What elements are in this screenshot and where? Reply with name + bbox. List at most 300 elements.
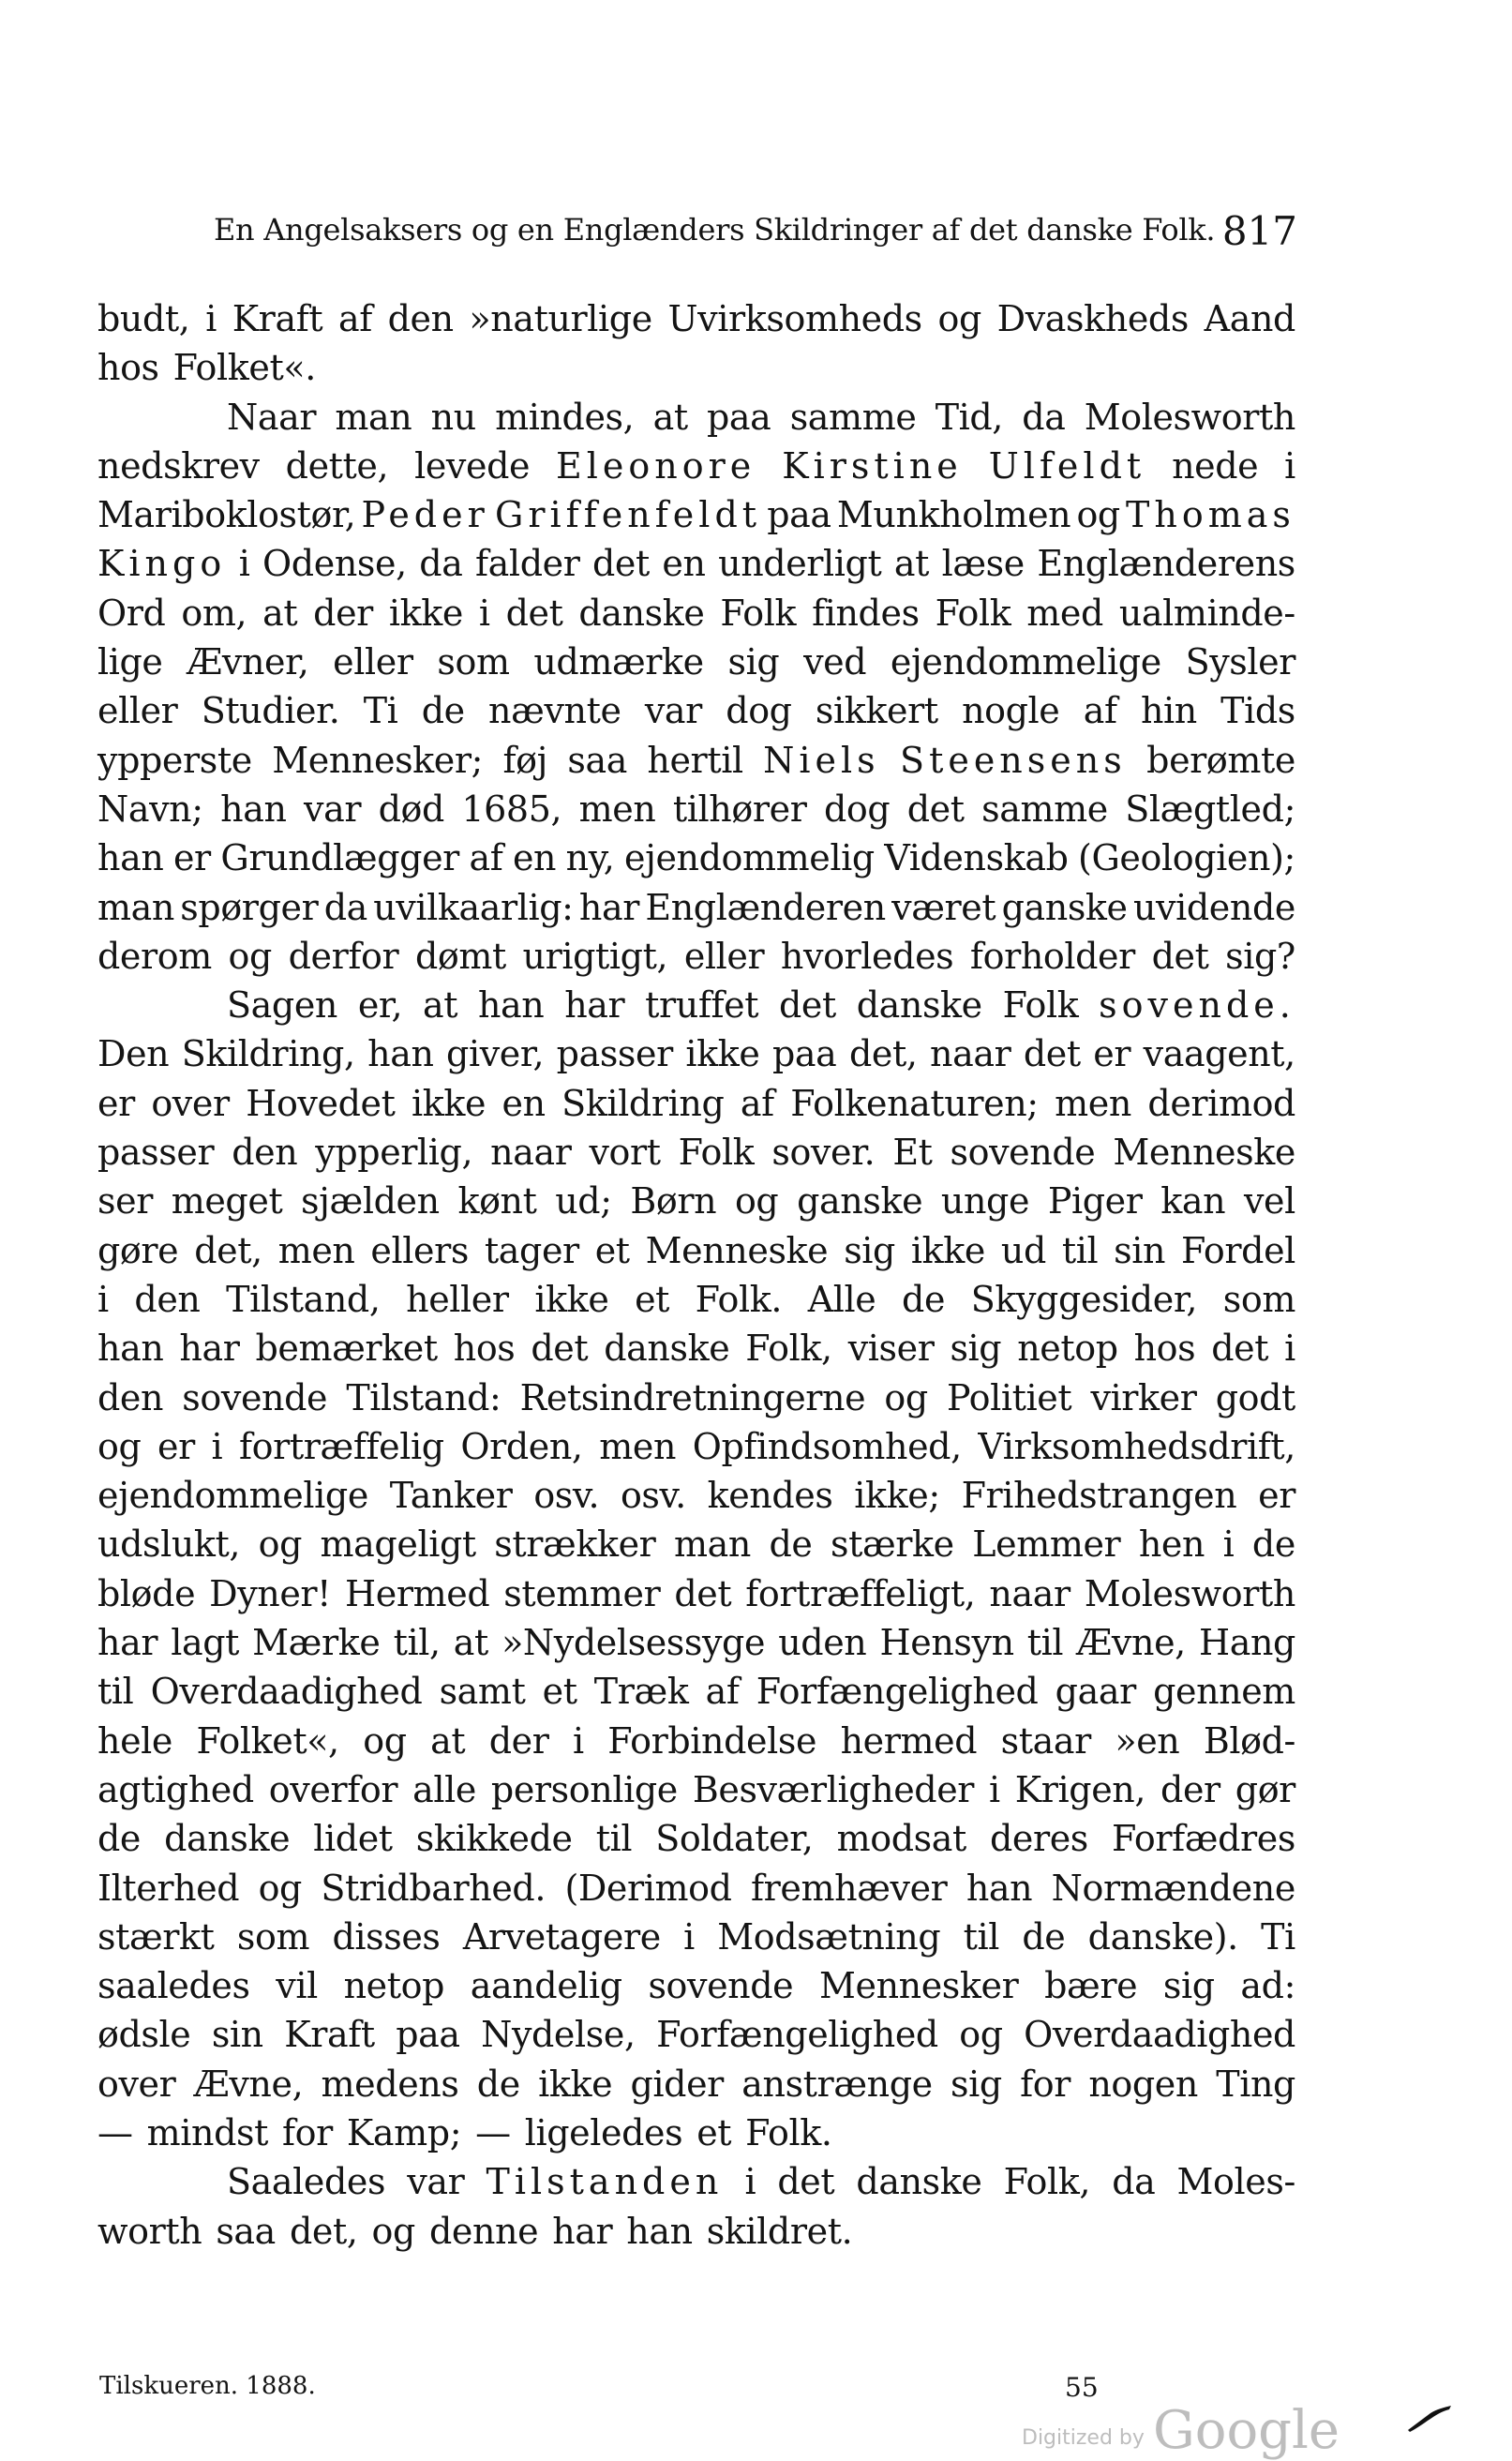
- word: ganske: [1001, 886, 1128, 928]
- google-watermark: [1022, 2400, 1340, 2461]
- word: anstrænge: [741, 2063, 933, 2105]
- word: skikkede: [415, 1818, 573, 1860]
- word: »en: [1115, 1719, 1180, 1762]
- word: »Nydelsessyge: [502, 1622, 766, 1664]
- word: og: [371, 2210, 415, 2252]
- word: til: [1026, 1622, 1064, 1664]
- word: Ti: [1261, 1915, 1295, 1958]
- word: sin: [1114, 1229, 1166, 1271]
- word: Virksomhedsdrift,: [978, 1425, 1295, 1467]
- word: vel: [1243, 1180, 1295, 1223]
- word: og: [363, 1719, 407, 1762]
- word: dog: [823, 788, 891, 830]
- word: de: [769, 1523, 813, 1566]
- word: Thomas: [1126, 494, 1295, 536]
- word: mindes,: [495, 396, 635, 438]
- text-line: [97, 393, 1295, 442]
- word: i: [478, 592, 490, 634]
- word: det,: [194, 1229, 262, 1271]
- word: i: [1284, 1328, 1295, 1370]
- word: i: [205, 298, 217, 339]
- word: uvilkaarlig:: [373, 886, 574, 928]
- word: underligt: [718, 543, 882, 585]
- word: truffet: [645, 984, 759, 1027]
- word: da: [419, 543, 463, 585]
- word: men: [578, 788, 656, 830]
- word: det: [1151, 935, 1209, 977]
- word: han: [966, 1867, 1033, 1909]
- word: vil: [276, 1965, 318, 2007]
- text-line: [97, 1667, 1295, 1716]
- page-number: 817: [1221, 208, 1297, 254]
- word: Et: [892, 1132, 933, 1174]
- word: sig: [951, 2063, 1002, 2105]
- text-line: [97, 736, 1295, 785]
- word: nogle: [962, 690, 1060, 732]
- text-line: [97, 1079, 1295, 1128]
- word: Mærke: [252, 1622, 381, 1664]
- word: budt,: [97, 298, 190, 339]
- word: hele: [97, 1719, 173, 1762]
- word: ud: [1000, 1229, 1046, 1271]
- word: Skildring,: [181, 1033, 355, 1075]
- word: Kirstine: [782, 444, 963, 487]
- word: men: [1055, 1082, 1131, 1124]
- word: unge: [940, 1180, 1030, 1223]
- word: bemærket: [255, 1328, 438, 1370]
- word: man: [335, 396, 412, 438]
- word: han: [626, 2210, 693, 2252]
- word: har: [578, 886, 640, 928]
- word: han: [97, 1328, 164, 1370]
- word: i: [989, 1768, 1000, 1810]
- word: ikke: [910, 1229, 985, 1271]
- word: Forfængelighed: [656, 2014, 938, 2056]
- word: paa: [396, 2014, 460, 2056]
- word: det: [1211, 1328, 1269, 1370]
- word: aandelig: [470, 1965, 622, 2007]
- text-line: [97, 294, 1295, 343]
- word: sig: [950, 1328, 1002, 1370]
- word: agtighed: [97, 1768, 254, 1810]
- word: Folk.: [745, 2111, 832, 2153]
- word: været: [891, 886, 996, 928]
- word: Kraft: [284, 2014, 375, 2056]
- word: heller: [406, 1278, 509, 1320]
- word: Folk.: [695, 1278, 783, 1320]
- word: Uvirksomheds: [667, 298, 922, 339]
- word: saa: [567, 739, 627, 781]
- word: han: [97, 837, 164, 879]
- word: det: [1023, 1033, 1081, 1075]
- word: Molesworth: [1084, 1572, 1295, 1614]
- word: Folk,: [745, 1328, 832, 1370]
- body-text: [97, 294, 1295, 2256]
- word: gør: [1235, 1768, 1295, 1810]
- word: paa: [772, 1033, 837, 1075]
- word: findes: [812, 592, 920, 634]
- text-line: [97, 539, 1295, 588]
- word: Steensens: [900, 739, 1127, 781]
- word: Naar: [227, 396, 317, 438]
- text-line: [97, 1128, 1295, 1177]
- text-line: [97, 442, 1295, 490]
- word: —: [475, 2111, 511, 2153]
- text-line: [97, 981, 1295, 1029]
- word: Træk: [593, 1671, 689, 1713]
- word: sovende: [648, 1965, 794, 2007]
- word: medens: [321, 2063, 459, 2105]
- word: Hang: [1198, 1622, 1295, 1664]
- word: Hensyn: [879, 1622, 1014, 1664]
- word: Navn;: [97, 788, 203, 830]
- word: ganske: [797, 1180, 923, 1223]
- word: Ord: [97, 592, 166, 634]
- word: staar: [1000, 1719, 1091, 1762]
- word: samt: [439, 1671, 526, 1713]
- word: nogen: [1088, 2063, 1198, 2105]
- word: Saaledes: [227, 2161, 386, 2203]
- text-line: [97, 932, 1295, 981]
- word: Ævne,: [193, 2063, 304, 2105]
- word: den: [387, 298, 454, 339]
- word: er: [1093, 1033, 1131, 1075]
- word: og: [937, 298, 981, 339]
- word: hin: [1140, 690, 1197, 732]
- word: disses: [332, 1915, 441, 1958]
- word: Forfædres: [1112, 1818, 1295, 1860]
- google-logo: Google: [1153, 2400, 1340, 2461]
- word: Fordel: [1181, 1229, 1295, 1271]
- word: Kraft: [232, 298, 323, 339]
- word: passer: [97, 1132, 215, 1174]
- word: de: [1022, 1915, 1066, 1958]
- word: paa: [707, 396, 771, 438]
- text-line: [97, 1961, 1295, 2010]
- word: Tids: [1220, 690, 1295, 732]
- word: da: [323, 886, 367, 928]
- word: falder: [475, 543, 580, 585]
- word: i: [211, 1425, 223, 1467]
- word: af: [705, 1671, 740, 1713]
- word: 1685,: [461, 788, 562, 830]
- word: tilhører: [672, 788, 807, 830]
- word: Den: [97, 1033, 170, 1075]
- word: danske: [856, 984, 982, 1027]
- word: Folk: [720, 592, 797, 634]
- text-line: [97, 1814, 1295, 1863]
- word: derom: [97, 935, 212, 977]
- word: hertil: [647, 739, 743, 781]
- word: hvorledes: [780, 935, 954, 977]
- word: i: [97, 1278, 109, 1320]
- word: Tilstand:: [346, 1376, 502, 1418]
- word: han: [220, 788, 287, 830]
- word: det,: [848, 1033, 918, 1075]
- word: ikke: [685, 1033, 760, 1075]
- word: af: [469, 837, 503, 879]
- word: sover.: [771, 1132, 876, 1174]
- text-line: [97, 1422, 1295, 1471]
- text-line: [97, 638, 1295, 686]
- word: et: [696, 2111, 732, 2153]
- word: udmærke: [533, 641, 704, 683]
- word: Ævne,: [1076, 1622, 1186, 1664]
- text-line: [97, 1324, 1295, 1373]
- word: og: [97, 1425, 142, 1467]
- text-line: [97, 1177, 1295, 1225]
- word: hos: [97, 347, 159, 389]
- journal-mark: Tilskueren. 1888.: [99, 2372, 316, 2400]
- word: i: [744, 2161, 756, 2203]
- word: Normændene: [1051, 1867, 1295, 1909]
- word: Tanker: [389, 1475, 513, 1517]
- word: stærke: [830, 1523, 954, 1566]
- word: Nydelse,: [481, 2014, 636, 2056]
- word: Retsindretningerne: [519, 1376, 866, 1418]
- word: Ævner,: [187, 641, 309, 683]
- word: Ulfeldt: [988, 444, 1146, 487]
- word: gider: [630, 2063, 724, 2105]
- text-line: [97, 343, 1295, 392]
- word: Lemmer: [972, 1523, 1121, 1566]
- word: er: [97, 1082, 135, 1124]
- word: det: [906, 788, 965, 830]
- word: fortræffelig: [238, 1425, 444, 1467]
- word: danske: [856, 2161, 982, 2203]
- word: ypperlig,: [315, 1132, 473, 1174]
- word: til: [1061, 1229, 1099, 1271]
- word: Børn: [630, 1180, 717, 1223]
- word: Forbindelse: [607, 1719, 817, 1762]
- word: Tilstand,: [226, 1278, 381, 1320]
- word: det: [505, 592, 563, 634]
- word: om,: [181, 592, 247, 634]
- word: sig?: [1225, 935, 1295, 977]
- word: et: [594, 1229, 630, 1271]
- word: eller: [97, 690, 178, 732]
- word: Menneske: [1113, 1132, 1295, 1174]
- word: Niels: [763, 739, 880, 781]
- word: Overdaadighed: [1024, 2014, 1295, 2056]
- word: (Geologien);: [1078, 837, 1295, 879]
- word: af: [337, 298, 372, 339]
- word: Moles-: [1176, 2161, 1295, 2203]
- word: den: [232, 1132, 298, 1174]
- text-line: [97, 1520, 1295, 1568]
- word: Skyggesider,: [970, 1278, 1198, 1320]
- word: ejendommelige: [97, 1475, 368, 1517]
- word: fremhæver: [750, 1867, 948, 1909]
- word: giver,: [446, 1033, 545, 1075]
- running-head: En Angelsaksers og en Englænders Skildringer af det danske Folk.: [214, 212, 1216, 248]
- text-line: [97, 833, 1295, 882]
- word: nede: [1172, 444, 1259, 487]
- word: sjælden: [301, 1180, 440, 1223]
- word: Soldater,: [655, 1818, 814, 1860]
- word: Folkenaturen;: [790, 1082, 1039, 1124]
- word: han: [477, 984, 545, 1027]
- word: Kamp;: [346, 2111, 462, 2153]
- word: i: [573, 1719, 584, 1762]
- word: var: [644, 690, 702, 732]
- word: sig: [844, 1229, 895, 1271]
- word: har: [97, 1622, 158, 1664]
- word: da: [1022, 396, 1066, 438]
- word: sikkert: [815, 690, 938, 732]
- word: Munkholmen: [836, 494, 1071, 536]
- word: et: [635, 1278, 670, 1320]
- word: gaar: [1055, 1671, 1136, 1713]
- word: sovende: [182, 1376, 328, 1418]
- word: er: [157, 1425, 195, 1467]
- word: en: [512, 837, 557, 879]
- word: stemmer: [503, 1572, 661, 1614]
- word: de: [1251, 1523, 1295, 1566]
- word: til: [595, 1818, 633, 1860]
- word: godt: [1215, 1376, 1295, 1418]
- word: Kingo: [97, 543, 227, 585]
- word: Sysler: [1185, 641, 1295, 683]
- word: skildret.: [706, 2210, 853, 2252]
- word: denne: [428, 2210, 539, 2252]
- word: Odense,: [262, 543, 407, 585]
- text-line: [97, 2108, 1295, 2157]
- word: i: [238, 543, 250, 585]
- word: en: [502, 1082, 546, 1124]
- word: og: [228, 935, 272, 977]
- word: Stridbarhed.: [321, 1867, 546, 1909]
- word: at: [430, 1719, 466, 1762]
- word: (Derimod: [564, 1867, 732, 1909]
- word: ikke: [411, 1082, 487, 1124]
- word: overfor: [268, 1768, 398, 1810]
- word: som: [437, 641, 510, 683]
- word: det,: [289, 2210, 358, 2252]
- text-line: [97, 883, 1295, 932]
- word: nævnte: [488, 690, 621, 732]
- page-header: [214, 208, 1297, 261]
- digitized-by-label: Digitized by: [1022, 2426, 1145, 2450]
- word: osv.: [533, 1475, 600, 1517]
- word: til,: [393, 1622, 441, 1664]
- word: sig: [727, 641, 780, 683]
- word: de: [421, 690, 465, 732]
- word: og: [258, 1867, 302, 1909]
- word: som: [236, 1915, 310, 1958]
- word: Folk: [678, 1132, 755, 1174]
- word: dømt: [414, 935, 506, 977]
- word: Orden,: [460, 1425, 583, 1467]
- text-line: [97, 490, 1295, 539]
- word: bære: [1044, 1965, 1138, 2007]
- word: samme: [789, 396, 917, 438]
- word: de: [97, 1818, 142, 1860]
- signature-number: 55: [1065, 2372, 1099, 2403]
- word: sovende.: [1099, 984, 1295, 1027]
- word: viser: [847, 1328, 935, 1370]
- word: derfor: [288, 935, 399, 977]
- word: det: [778, 984, 836, 1027]
- word: for: [281, 2111, 333, 2153]
- word: Besværligheder: [692, 1768, 975, 1810]
- word: et: [542, 1671, 577, 1713]
- word: nu: [430, 396, 476, 438]
- word: hos: [1133, 1328, 1196, 1370]
- word: ypperste: [97, 739, 252, 781]
- text-line: [97, 1275, 1295, 1324]
- word: de: [476, 2063, 520, 2105]
- word: Tilstanden: [486, 2161, 724, 2203]
- word: Ting: [1216, 2063, 1295, 2105]
- word: danske: [604, 1328, 730, 1370]
- word: ødsle: [97, 2014, 191, 2056]
- word: Peder: [361, 494, 489, 536]
- word: hos: [453, 1328, 516, 1370]
- word: for: [1020, 2063, 1071, 2105]
- word: er,: [357, 984, 403, 1027]
- word: udslukt,: [97, 1523, 241, 1566]
- word: ad:: [1240, 1965, 1295, 2007]
- word: eller: [333, 641, 413, 683]
- word: eller: [683, 935, 765, 977]
- word: tager: [484, 1229, 579, 1271]
- word: der: [1160, 1768, 1220, 1810]
- word: naar: [490, 1132, 572, 1174]
- word: ikke: [538, 2063, 613, 2105]
- word: at: [893, 543, 930, 585]
- word: danske: [164, 1818, 291, 1860]
- text-line: [97, 785, 1295, 833]
- word: Tid,: [935, 396, 1003, 438]
- word: danske).: [1087, 1915, 1238, 1958]
- word: var: [304, 788, 362, 830]
- word: Menneske: [645, 1229, 829, 1271]
- word: ud;: [555, 1180, 612, 1223]
- word: da: [1112, 2161, 1156, 2203]
- word: der: [488, 1719, 549, 1762]
- word: men: [277, 1229, 355, 1271]
- word: det: [592, 543, 650, 585]
- word: personlige: [490, 1768, 678, 1810]
- word: Dyner!: [209, 1572, 332, 1614]
- word: er: [1258, 1475, 1295, 1517]
- word: med: [1026, 592, 1103, 634]
- word: læse: [941, 543, 1025, 585]
- word: Grundlægger: [220, 837, 459, 879]
- word: hen: [1138, 1523, 1205, 1566]
- text-line: [97, 589, 1295, 638]
- word: Arvetagere: [462, 1915, 661, 1958]
- word: ikke: [534, 1278, 609, 1320]
- word: som: [1222, 1278, 1295, 1320]
- word: Folk,: [1003, 2161, 1091, 2203]
- word: osv.: [620, 1475, 686, 1517]
- word: Mennesker;: [272, 739, 484, 781]
- word: vort: [589, 1132, 661, 1174]
- text-line: [97, 1717, 1295, 1765]
- word: har: [179, 1328, 240, 1370]
- word: i: [1284, 444, 1295, 487]
- word: og: [959, 2014, 1003, 2056]
- word: ellers: [370, 1229, 469, 1271]
- word: at: [262, 592, 298, 634]
- word: mindst: [146, 2111, 268, 2153]
- word: Aand: [1204, 298, 1295, 339]
- word: Ti: [363, 690, 398, 732]
- word: »naturlige: [469, 298, 652, 339]
- word: Slægtled;: [1125, 788, 1295, 830]
